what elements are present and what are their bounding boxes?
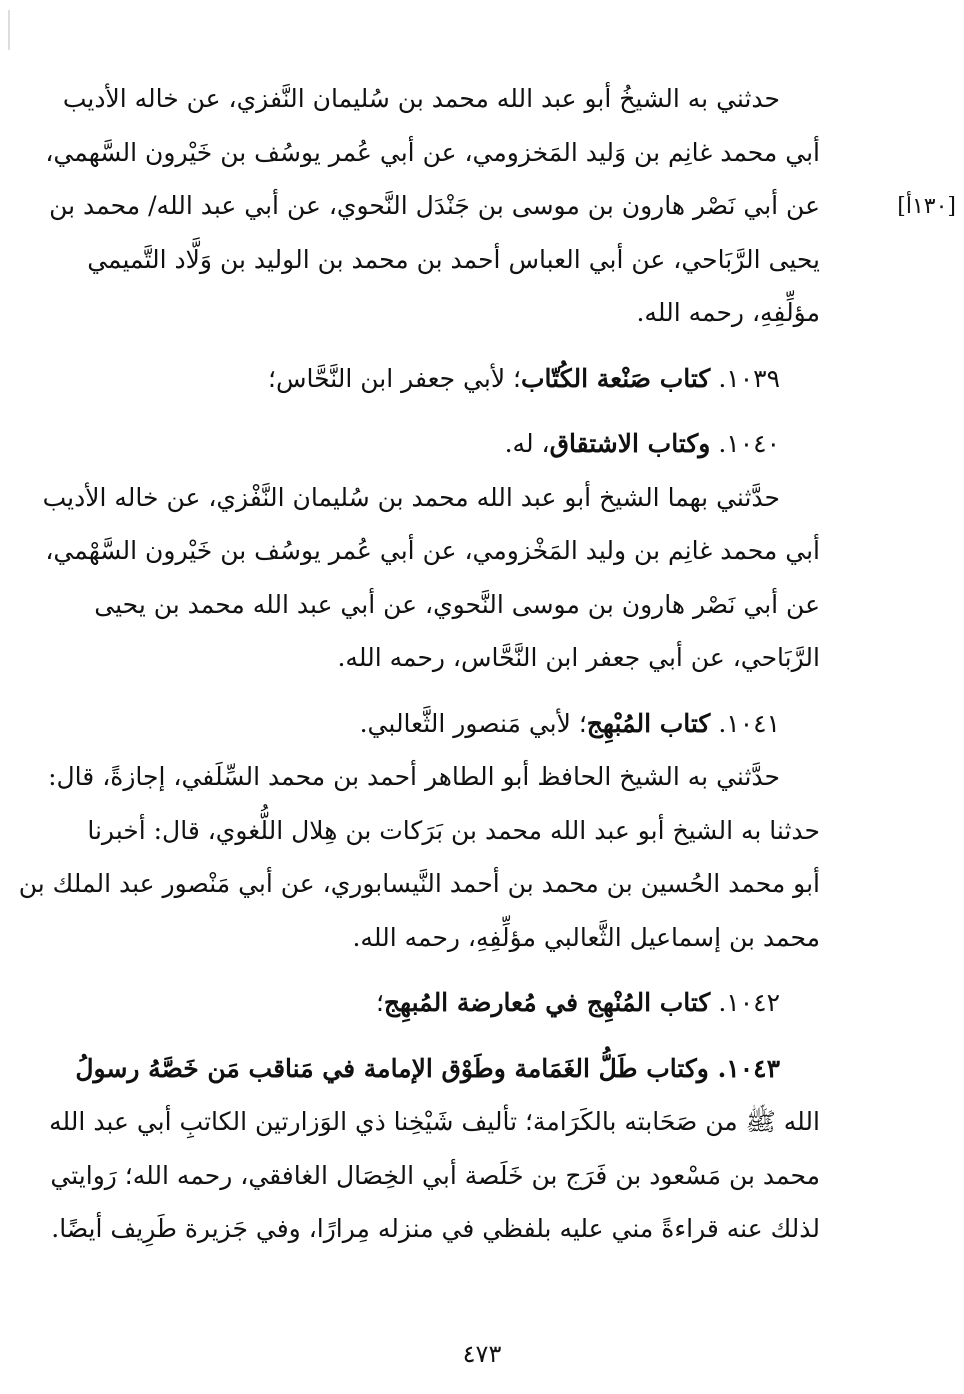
- entry-title: كتاب صَنْعة الكُتّاب: [521, 363, 711, 393]
- entry-number: ١٠٣٩.: [718, 363, 780, 393]
- text-line: عن أبي نَصْر هارون بن موسى بن جَنْدَل النَّحوي، عن أبي عبد الله/ محمد بن: [49, 191, 820, 220]
- entry-number: ١٠٤٢.: [718, 988, 780, 1017]
- entry-title: وكتاب الاشتقاق: [549, 429, 711, 458]
- main-text: [18, 72, 820, 1256]
- text-line: مؤلِّفِهِ، رحمه الله.: [636, 298, 820, 327]
- text-line: أبي محمد غانِم بن وَليد المَخزومي، عن أبي عُمر يوسُف بن خَيْرون السَّهمي،: [45, 137, 820, 167]
- entry-number: ١٠٤٠.: [718, 429, 780, 458]
- chain-of-transmission-3: [18, 750, 820, 964]
- text-line: لذلك عنه قراءةً مني عليه بلفظي في منزله مِرارًا، وفي جَزيرة طَرِيف أيضًا.: [51, 1214, 820, 1243]
- text-line: ١٠٤٣. وكتاب طَلُّ الغَمَامة وطَوْق الإمامة في مَناقب مَن خَصَّهُ رسولُ: [75, 1053, 780, 1083]
- text-line: حدَّثني به الشيخ الحافظ أبو الطاهر أحمد بن محمد السِّلَفي، إجازةً، قال:: [48, 762, 780, 791]
- entry-text: ؛ لأبي جعفر ابن النَّحَّاس؛: [268, 363, 522, 393]
- text-line: حدثني به الشيخُ أبو عبد الله محمد بن سُليمان النَّفزي، عن خاله الأديب: [62, 84, 780, 113]
- entry-1042: [100, 976, 820, 1030]
- text-line: يحيى الرَّبَاحي، عن أبي العباس أحمد بن محمد بن الوليد بن وَلَّاد التَّميمي: [87, 244, 820, 274]
- text-line: حدثنا به الشيخ أبو عبد الله محمد بن بَرَكات بن هِلال اللُّغوي، قال: أخبرنا: [87, 815, 820, 845]
- entry-text: ؛: [375, 988, 384, 1017]
- chain-of-transmission-2: [42, 471, 820, 685]
- entry-number: ١٠٤١.: [718, 708, 780, 738]
- text-line: الرَّبَاحي، عن أبي جعفر ابن النَّحَّاس، رحمه الله.: [337, 643, 820, 672]
- entry-1041: [100, 697, 820, 751]
- entry-title: كتاب المُبْهِج: [586, 708, 711, 738]
- entry-text: ؛ لأبي مَنصور الثَّعالبي.: [359, 708, 587, 738]
- entry-1039: [100, 352, 820, 406]
- text-line: محمد بن إسماعيل الثَّعالبي مؤلِّفِهِ، رحمه الله.: [352, 922, 820, 952]
- scan-margin-mark: [8, 10, 10, 50]
- text-line: محمد بن مَسْعود بن فَرَج بن خَلَصة أبي الخِصَال الغافقي، رحمه الله؛ رَوايتي: [50, 1160, 820, 1190]
- manuscript-folio-note: [١٣٠أ]: [897, 194, 956, 219]
- page-number: ٤٧٣: [462, 1340, 502, 1368]
- entry-text: ، له.: [504, 429, 550, 458]
- text-line: أبو محمد الحُسين بن محمد بن أحمد النَّيسابوري، عن أبي مَنْصور عبد الملك بن: [18, 869, 820, 898]
- text-line: أبي محمد غانِم بن وليد المَخْزومي، عن أبي عُمر يوسُف بن خَيْرون السَّهْمي،: [45, 536, 820, 565]
- text-line: حدَّثني بهما الشيخ أبو عبد الله محمد بن سُليمان النَّفْزي، عن خاله الأديب: [42, 482, 780, 512]
- entry-1040: [100, 417, 820, 471]
- text-line: الله ﷺ من صَحَابته بالكَرَامة؛ تأليف شَيْخِنا ذي الوَزارتين الكاتبِ أبي عبد الله: [49, 1107, 820, 1136]
- text-line: عن أبي نَصْر هارون بن موسى النَّحوي، عن أبي عبد الله محمد بن يحيى: [94, 589, 820, 619]
- chain-of-transmission-1: [45, 72, 820, 340]
- entry-1043: [49, 1042, 820, 1256]
- entry-title: كتاب المُنْهِج في مُعارضة المُبهِج: [383, 988, 711, 1017]
